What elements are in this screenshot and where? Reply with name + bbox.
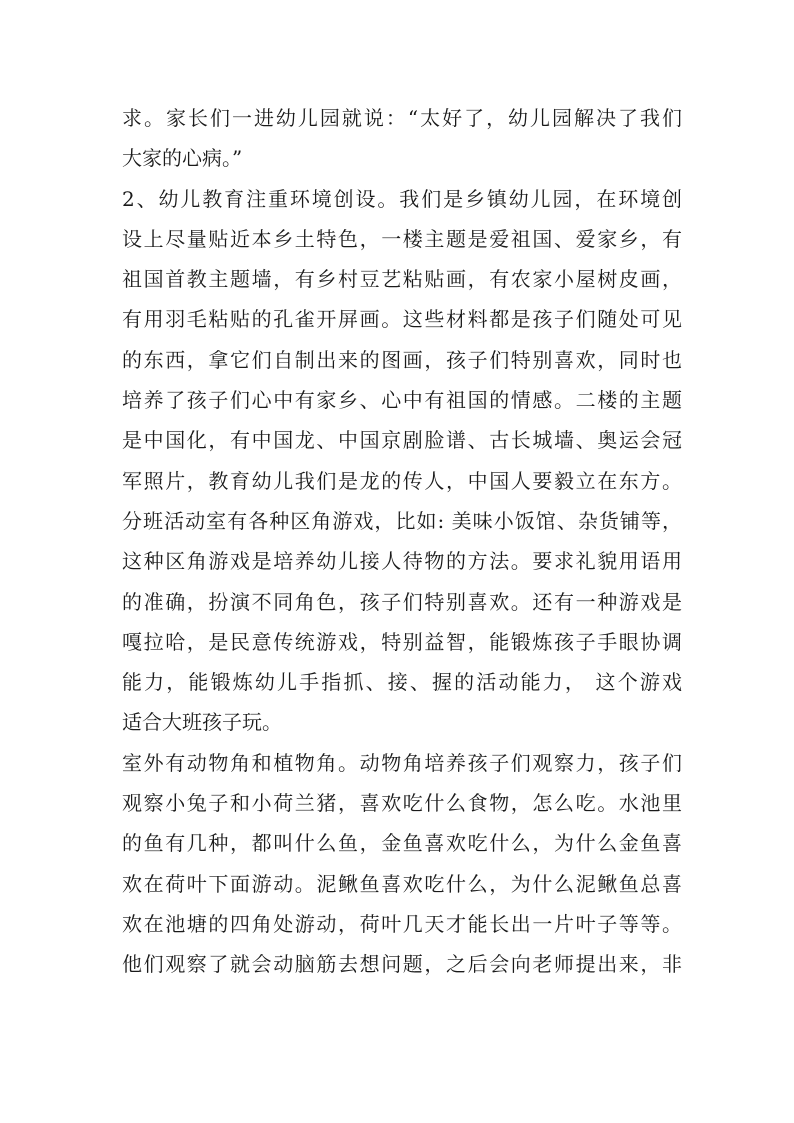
text-line: 是中国化，有中国龙、中国京剧脸谱、古长城墙、奥运会冠 [122, 428, 682, 453]
text-line: 能力，能锻炼幼儿手指抓、接、握的活动能力， 这个游戏 [122, 670, 682, 695]
text-line: 的鱼有几种，都叫什么鱼，金鱼喜欢吃什么，为什么金鱼喜 [122, 831, 682, 856]
text-line: 他们观察了就会动脑筋去想问题，之后会向老师提出来，非 [122, 952, 682, 977]
text-line: 的东西，拿它们自制出来的图画，孩子们特别喜欢，同时也 [122, 347, 682, 372]
text-line: 培养了孩子们心中有家乡、心中有祖国的情感。二楼的主题 [122, 388, 682, 413]
text-line: 的准确，扮演不同角色，孩子们特别喜欢。还有一种游戏是 [122, 589, 682, 614]
text-line: 有用羽毛粘贴的孔雀开屏画。这些材料都是孩子们随处可见 [122, 307, 682, 332]
text-line: 分班活动室有各种区角游戏，比如: 美味小饭馆、杂货铺等， [122, 508, 682, 533]
body-text [122, 98, 682, 985]
text-line: 2、幼儿教育注重环境创设。我们是乡镇幼儿园，在环境创 [122, 186, 682, 211]
text-line: 大家的心病。” [122, 146, 243, 171]
text-line: 嘎拉哈，是民意传统游戏，特别益智，能锻炼孩子手眼协调 [122, 629, 682, 654]
text-line: 设上尽量贴近本乡土特色，一楼主题是爱祖国、爱家乡，有 [122, 226, 682, 251]
text-line: 军照片，教育幼儿我们是龙的传人，中国人要毅立在东方。 [122, 468, 682, 493]
text-line: 室外有动物角和植物角。动物角培养孩子们观察力，孩子们 [122, 750, 682, 775]
text-line: 这种区角游戏是培养幼儿接人待物的方法。要求礼貌用语用 [122, 549, 682, 574]
text-line: 观察小兔子和小荷兰猪，喜欢吃什么食物，怎么吃。水池里 [122, 791, 682, 816]
text-line: 欢在池塘的四角处游动，荷叶几天才能长出一片叶子等等。 [122, 911, 682, 936]
text-line: 祖国首教主题墙，有乡村豆艺粘贴画，有农家小屋树皮画， [122, 267, 682, 292]
text-line: 欢在荷叶下面游动。泥鳅鱼喜欢吃什么，为什么泥鳅鱼总喜 [122, 871, 682, 896]
text-line: 适合大班孩子玩。 [122, 710, 282, 735]
text-line: 求。家长们一进幼儿园就说：“太好了，幼儿园解决了我们 [122, 106, 682, 130]
